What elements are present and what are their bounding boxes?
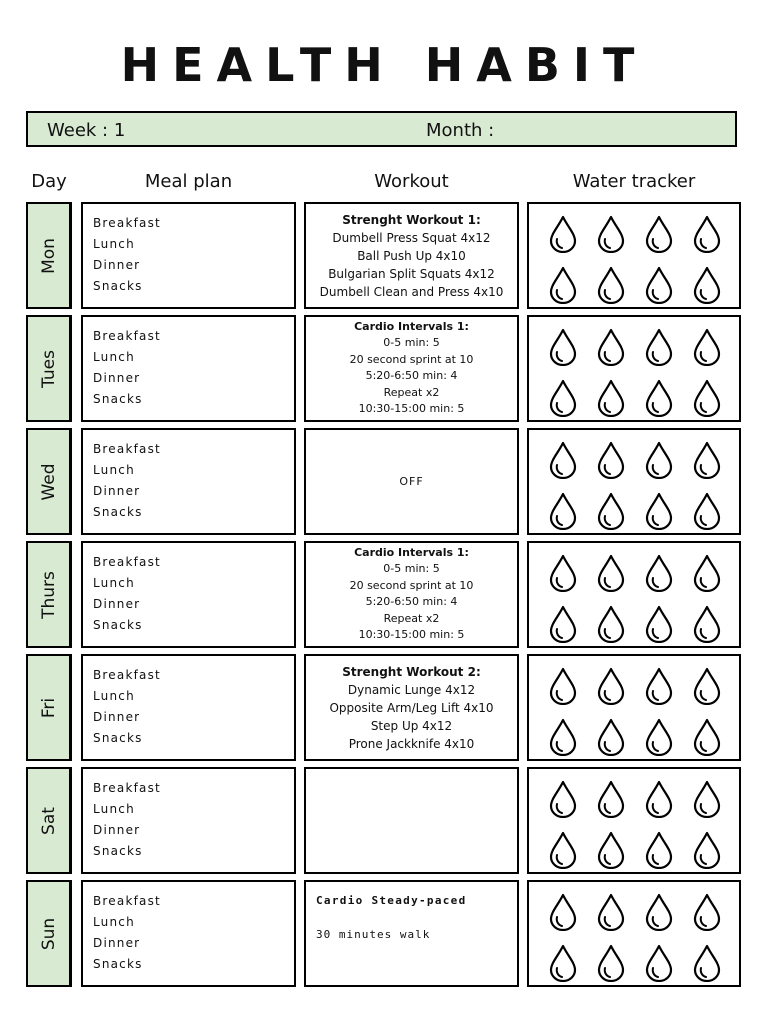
workout-line: Ball Push Up 4x10 bbox=[357, 248, 466, 263]
day-label: Fri bbox=[38, 697, 59, 718]
water-drop-icon[interactable] bbox=[691, 605, 739, 648]
meal-item: Lunch bbox=[93, 689, 135, 703]
workout-heading: Cardio Intervals 1: bbox=[354, 320, 469, 334]
workout-line: 5:20-6:50 min: 4 bbox=[365, 595, 458, 609]
day-box-tues bbox=[26, 315, 72, 422]
workout-heading: Cardio Intervals 1: bbox=[354, 546, 469, 560]
water-drop-icon[interactable] bbox=[643, 379, 691, 422]
water-drop-icon[interactable] bbox=[595, 780, 643, 823]
water-drop-icon[interactable] bbox=[547, 718, 595, 761]
meal-item: Breakfast bbox=[93, 555, 161, 569]
water-drop-icon[interactable] bbox=[595, 215, 643, 258]
water-drop-icon[interactable] bbox=[691, 492, 739, 535]
workout-line: 5:20-6:50 min: 4 bbox=[365, 369, 458, 383]
water-drop-icon[interactable] bbox=[547, 492, 595, 535]
meal-item: Breakfast bbox=[93, 668, 161, 682]
workout-box[interactable] bbox=[304, 428, 519, 535]
water-drop-icon[interactable] bbox=[595, 944, 643, 987]
water-drop-icon[interactable] bbox=[547, 605, 595, 648]
water-drop-icon[interactable] bbox=[643, 215, 691, 258]
water-drop-icon[interactable] bbox=[643, 944, 691, 987]
water-drop-icon[interactable] bbox=[643, 328, 691, 371]
workout-line: 0-5 min: 5 bbox=[383, 336, 440, 350]
water-drop-icon[interactable] bbox=[691, 893, 739, 936]
workout-heading: Strenght Workout 2: bbox=[342, 664, 481, 679]
workout-line: 30 minutes walk bbox=[316, 928, 431, 941]
workout-line: Opposite Arm/Leg Lift 4x10 bbox=[329, 700, 494, 715]
water-drop-icon[interactable] bbox=[547, 554, 595, 597]
workout-line: 20 second sprint at 10 bbox=[349, 352, 474, 366]
water-drop-icon[interactable] bbox=[643, 667, 691, 710]
water-drop-icon[interactable] bbox=[691, 379, 739, 422]
day-label: Tues bbox=[38, 349, 59, 388]
meal-item: Dinner bbox=[93, 936, 141, 950]
water-drop-icon[interactable] bbox=[547, 780, 595, 823]
water-drop-icon[interactable] bbox=[595, 266, 643, 309]
workout-line: 10:30-15:00 min: 5 bbox=[358, 402, 465, 416]
meal-item: Breakfast bbox=[93, 216, 161, 230]
water-drop-icon[interactable] bbox=[547, 215, 595, 258]
meal-item: Dinner bbox=[93, 371, 141, 385]
water-drop-icon[interactable] bbox=[691, 554, 739, 597]
header-workout: Workout bbox=[374, 171, 449, 192]
workout-box[interactable] bbox=[304, 767, 519, 874]
meal-item: Snacks bbox=[93, 957, 143, 971]
meal-item: Lunch bbox=[93, 350, 135, 364]
meal-item: Snacks bbox=[93, 618, 143, 632]
water-drop-icon[interactable] bbox=[595, 718, 643, 761]
page-title: HEALTH HABIT bbox=[120, 38, 648, 92]
meal-plan-box[interactable] bbox=[81, 315, 296, 422]
day-box-sun bbox=[26, 880, 72, 987]
week-month-bar bbox=[26, 111, 737, 147]
day-box-mon bbox=[26, 202, 72, 309]
water-drop-icon[interactable] bbox=[595, 831, 643, 874]
header-water-tracker: Water tracker bbox=[572, 171, 696, 192]
water-drop-icon[interactable] bbox=[547, 831, 595, 874]
week-label: Week : 1 bbox=[47, 120, 126, 141]
workout-line: 0-5 min: 5 bbox=[383, 562, 440, 576]
meal-item: Snacks bbox=[93, 731, 143, 745]
header-day: Day bbox=[31, 171, 67, 192]
water-drop-icon[interactable] bbox=[691, 328, 739, 371]
workout-line: Dumbell Clean and Press 4x10 bbox=[319, 284, 504, 299]
water-drop-icon[interactable] bbox=[547, 266, 595, 309]
meal-item: Lunch bbox=[93, 237, 135, 251]
water-drop-icon[interactable] bbox=[595, 554, 643, 597]
meal-item: Lunch bbox=[93, 802, 135, 816]
month-label: Month : bbox=[426, 120, 495, 141]
meal-item: Lunch bbox=[93, 463, 135, 477]
meal-item: Dinner bbox=[93, 484, 141, 498]
water-drop-icon[interactable] bbox=[547, 328, 595, 371]
water-drop-icon[interactable] bbox=[547, 441, 595, 484]
meal-item: Breakfast bbox=[93, 894, 161, 908]
water-drop-icon[interactable] bbox=[643, 718, 691, 761]
water-drop-icon[interactable] bbox=[547, 379, 595, 422]
day-label: Thurs bbox=[38, 570, 59, 619]
meal-item: Snacks bbox=[93, 279, 143, 293]
workout-heading: Strenght Workout 1: bbox=[342, 212, 481, 227]
water-drop-icon[interactable] bbox=[595, 379, 643, 422]
workout-line: Step Up 4x12 bbox=[370, 718, 453, 733]
water-drop-icon[interactable] bbox=[691, 667, 739, 710]
workout-line: Dynamic Lunge 4x12 bbox=[347, 682, 476, 697]
workout-box[interactable] bbox=[304, 541, 519, 648]
water-tracker-box bbox=[527, 767, 741, 874]
meal-item: Breakfast bbox=[93, 329, 161, 343]
meal-item: Dinner bbox=[93, 823, 141, 837]
meal-item: Dinner bbox=[93, 710, 141, 724]
day-label: Sat bbox=[38, 806, 59, 835]
water-drop-icon[interactable] bbox=[691, 215, 739, 258]
meal-item: Dinner bbox=[93, 258, 141, 272]
water-drop-icon[interactable] bbox=[643, 554, 691, 597]
water-drop-icon[interactable] bbox=[691, 780, 739, 823]
workout-line: Bulgarian Split Squats 4x12 bbox=[328, 266, 495, 281]
water-tracker-box bbox=[527, 315, 741, 422]
water-drop-icon[interactable] bbox=[643, 831, 691, 874]
water-drop-icon[interactable] bbox=[643, 492, 691, 535]
workout-heading: Cardio Steady-paced bbox=[316, 894, 467, 907]
water-drop-icon[interactable] bbox=[643, 441, 691, 484]
water-drop-icon[interactable] bbox=[691, 441, 739, 484]
water-drop-icon[interactable] bbox=[643, 266, 691, 309]
workout-line: 10:30-15:00 min: 5 bbox=[358, 628, 465, 642]
meal-item: Lunch bbox=[93, 576, 135, 590]
water-tracker-box bbox=[527, 880, 741, 987]
meal-item: Snacks bbox=[93, 505, 143, 519]
header-meal-plan: Meal plan bbox=[144, 171, 233, 192]
day-box-thurs bbox=[26, 541, 72, 648]
water-tracker-box bbox=[527, 541, 741, 648]
water-tracker-box bbox=[527, 202, 741, 309]
meal-item: Snacks bbox=[93, 844, 143, 858]
workout-line: OFF bbox=[399, 475, 424, 488]
water-drop-icon[interactable] bbox=[691, 831, 739, 874]
meal-plan-box[interactable] bbox=[81, 654, 296, 761]
meal-plan-box[interactable] bbox=[81, 428, 296, 535]
day-box-fri bbox=[26, 654, 72, 761]
water-drop-icon[interactable] bbox=[547, 944, 595, 987]
meal-item: Breakfast bbox=[93, 442, 161, 456]
water-drop-icon[interactable] bbox=[595, 492, 643, 535]
workout-box[interactable] bbox=[304, 880, 519, 987]
meal-plan-box[interactable] bbox=[81, 541, 296, 648]
meal-item: Dinner bbox=[93, 597, 141, 611]
water-drop-icon[interactable] bbox=[691, 944, 739, 987]
water-drop-icon[interactable] bbox=[691, 718, 739, 761]
meal-plan-box[interactable] bbox=[81, 202, 296, 309]
water-tracker-box bbox=[527, 428, 741, 535]
water-drop-icon[interactable] bbox=[595, 605, 643, 648]
water-drop-icon[interactable] bbox=[691, 266, 739, 309]
day-box-wed bbox=[26, 428, 72, 535]
workout-line: 20 second sprint at 10 bbox=[349, 578, 474, 592]
meal-plan-box[interactable] bbox=[81, 767, 296, 874]
workout-line: Repeat x2 bbox=[383, 611, 440, 625]
water-drop-icon[interactable] bbox=[595, 667, 643, 710]
workout-line: Prone Jackknife 4x10 bbox=[348, 736, 475, 751]
water-drop-icon[interactable] bbox=[595, 893, 643, 936]
workout-box[interactable] bbox=[304, 654, 519, 761]
day-label: Wed bbox=[38, 462, 59, 501]
meal-item: Snacks bbox=[93, 392, 143, 406]
water-drop-icon[interactable] bbox=[595, 328, 643, 371]
water-drop-icon[interactable] bbox=[595, 441, 643, 484]
meal-item: Breakfast bbox=[93, 781, 161, 795]
meal-plan-box[interactable] bbox=[81, 880, 296, 987]
workout-line: Dumbell Press Squat 4x12 bbox=[332, 230, 491, 245]
workout-line: Repeat x2 bbox=[383, 385, 440, 399]
water-drop-icon[interactable] bbox=[547, 893, 595, 936]
workout-box[interactable] bbox=[304, 315, 519, 422]
water-drop-icon[interactable] bbox=[643, 780, 691, 823]
workout-box[interactable] bbox=[304, 202, 519, 309]
water-drop-icon[interactable] bbox=[643, 893, 691, 936]
water-drop-icon[interactable] bbox=[547, 667, 595, 710]
day-label: Sun bbox=[38, 917, 59, 950]
day-label: Mon bbox=[38, 237, 59, 274]
day-box-sat bbox=[26, 767, 72, 874]
meal-item: Lunch bbox=[93, 915, 135, 929]
water-drop-icon[interactable] bbox=[643, 605, 691, 648]
water-tracker-box bbox=[527, 654, 741, 761]
